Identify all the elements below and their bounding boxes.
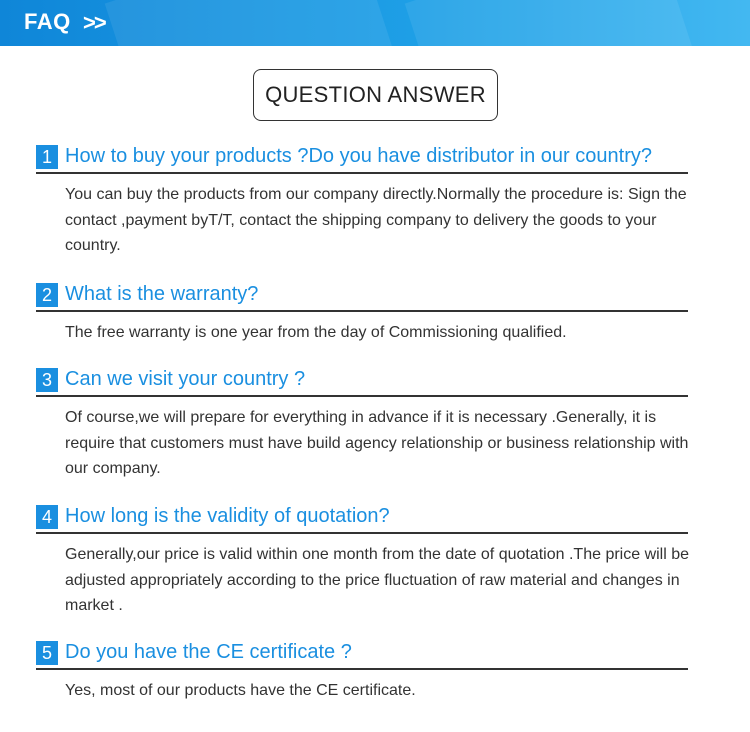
chevron-right-icon: >> — [83, 10, 105, 35]
faq-item-2 — [36, 280, 688, 346]
answer-text: Yes, most of our products have the CE certificate. — [65, 682, 416, 699]
question-number-badge: 1 — [36, 145, 58, 169]
question-row — [36, 638, 688, 670]
question-text: Can we visit your country ? — [65, 368, 306, 390]
question-number-badge: 3 — [36, 368, 58, 392]
faq-banner — [0, 0, 750, 46]
question-row — [36, 365, 688, 397]
faq-item-3 — [36, 365, 688, 482]
answer-text: Of course,we will prepare for everything in advance if it is necessary .Generally, it is require that customers must have build agency relationship or business relationship with our company. — [65, 409, 689, 477]
faq-item-4 — [36, 502, 688, 619]
faq-item-5 — [36, 638, 688, 704]
banner-decoration — [105, 0, 396, 46]
question-row — [36, 502, 688, 534]
banner-decoration — [405, 0, 696, 46]
faq-item-1 — [36, 142, 688, 259]
answer-text: The free warranty is one year from the day of Commissioning qualified. — [65, 324, 567, 341]
question-text: Do you have the CE certificate ? — [65, 641, 352, 663]
question-number-badge: 2 — [36, 283, 58, 307]
answer-text: You can buy the products from our company directly.Normally the procedure is: Sign the contact ,payment byT/T, contact the shipping company to delivery the goods to your country. — [65, 186, 687, 254]
question-answer-label: QUESTION ANSWER — [253, 69, 498, 121]
question-number-badge: 5 — [36, 641, 58, 665]
question-number-badge: 4 — [36, 505, 58, 529]
answer-text: Generally,our price is valid within one month from the date of quotation .The price will be adjusted appropriately according to the price fluctuation of raw material and changes in market . — [65, 546, 690, 614]
question-row — [36, 280, 688, 312]
question-text: What is the warranty? — [65, 283, 259, 305]
question-text: How long is the validity of quotation? — [65, 505, 390, 527]
banner-title: FAQ — [24, 9, 71, 34]
question-row — [36, 142, 688, 174]
question-text: How to buy your products ?Do you have distributor in our country? — [65, 145, 652, 167]
